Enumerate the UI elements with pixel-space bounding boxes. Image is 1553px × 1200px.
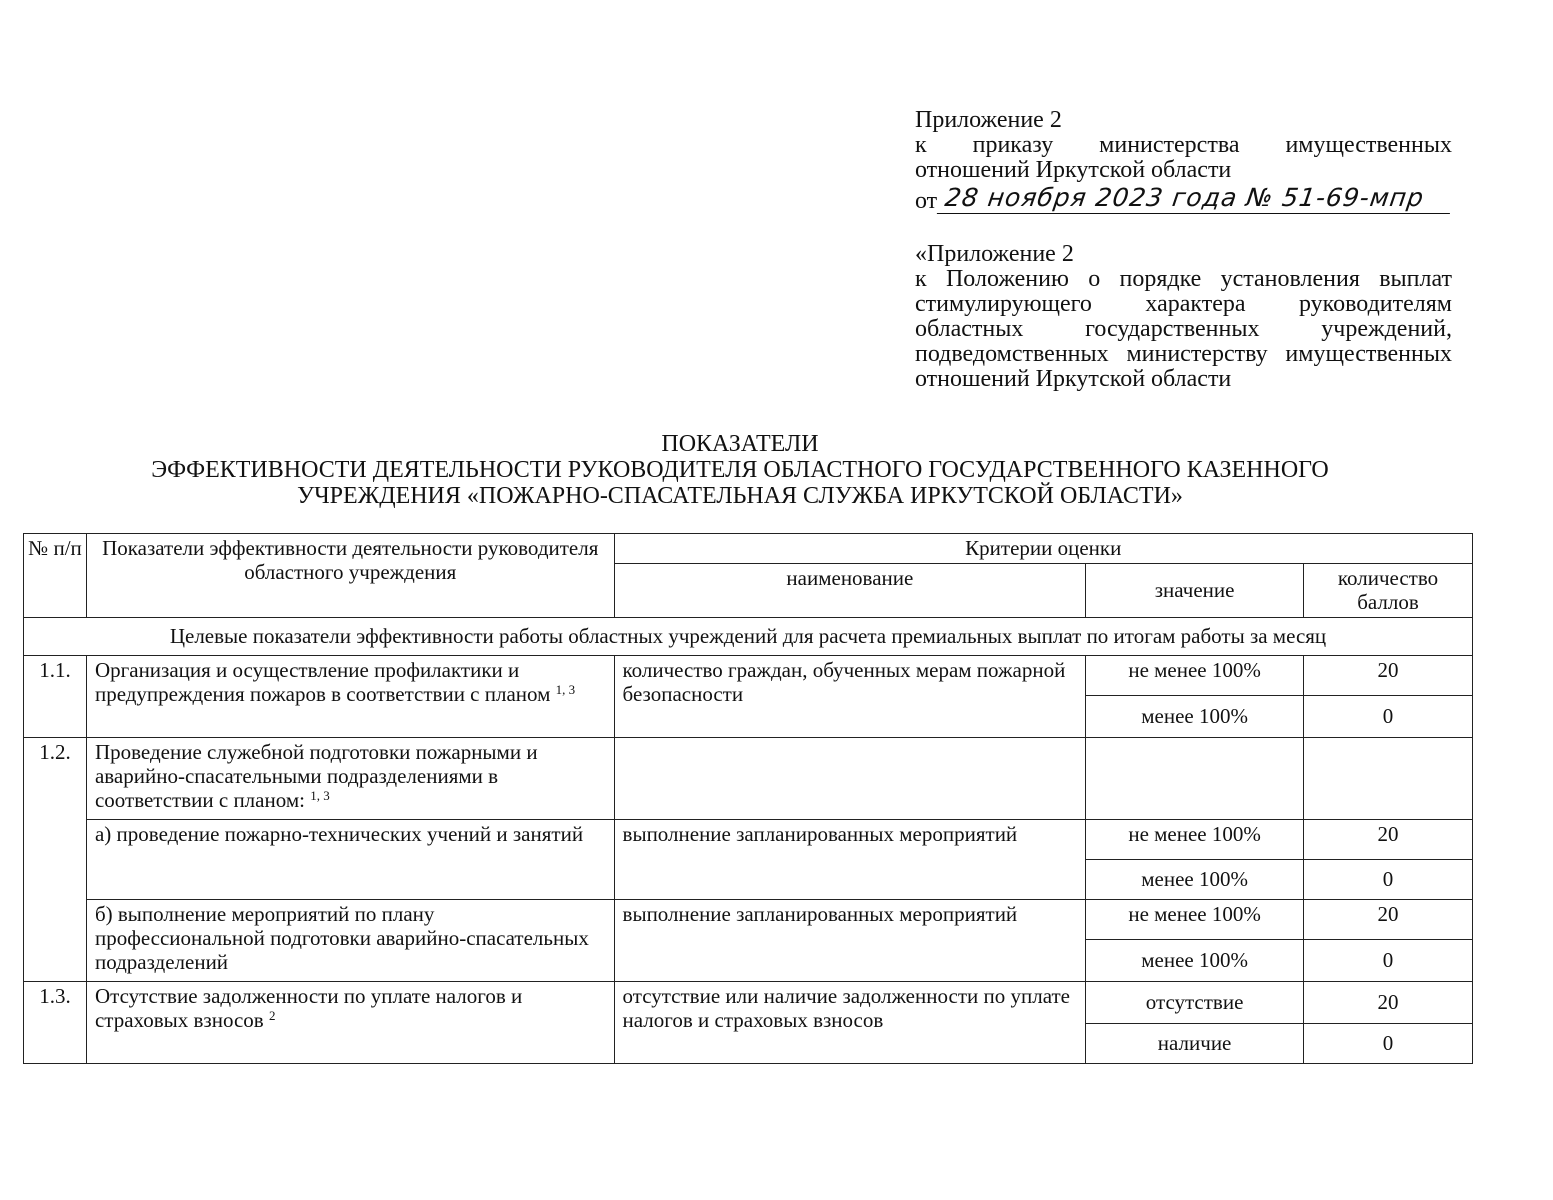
row-indicator: Организация и осуществление профилактики и предупреждения пожаров в соответствии с планом $^{1, 3}$ <box>86 656 614 738</box>
row-points-empty <box>1304 738 1473 820</box>
appendix-header <box>915 108 1452 392</box>
order-from-label: от <box>915 188 938 214</box>
position-text: к Положению о порядке установления выплат стимулирующего характера руководителям областных государственных учреждений, подведомственных министерству имущественных отношений Иркутской области <box>915 266 1452 392</box>
quote-appendix-title: «Приложение 2 <box>915 241 1074 267</box>
title-line-3: УЧРЕЖДЕНИЯ «ПОЖАРНО-СПАСАТЕЛЬНАЯ СЛУЖБА ИРКУТСКОЙ ОБЛАСТИ» <box>297 483 1183 509</box>
table-row <box>24 738 1473 820</box>
table-row <box>24 820 1473 860</box>
row-subindicator-b: б) выполнение мероприятий по плану профессиональной подготовки аварийно-спасательных подразделений <box>86 900 614 982</box>
table-row <box>24 656 1473 696</box>
row-points: 0 <box>1304 860 1473 900</box>
header-criteria: Критерии оценки <box>614 534 1472 564</box>
row-value: не менее 100% <box>1086 820 1304 860</box>
row-criterion-empty <box>614 738 1086 820</box>
title-line-1: ПОКАЗАТЕЛИ <box>661 431 819 457</box>
row-points: 20 <box>1304 656 1473 696</box>
row-num: 1.1. <box>24 656 87 738</box>
handwritten-order-date: 28 ноября 2023 года № 51-69-мпр <box>937 183 1454 214</box>
row-points: 0 <box>1304 696 1473 738</box>
table-row <box>24 982 1473 1024</box>
row-criterion: отсутствие или наличие задолженности по уплате налогов и страховых взносов <box>614 982 1086 1064</box>
header-indicator: Показатели эффективности деятельности руководителя областного учреждения <box>86 534 614 618</box>
row-subindicator-a: а) проведение пожарно-технических учений и занятий <box>86 820 614 900</box>
row-value: менее 100% <box>1086 860 1304 900</box>
row-points: 20 <box>1304 982 1473 1024</box>
indicators-table <box>23 533 1473 1064</box>
row-value: не менее 100% <box>1086 656 1304 696</box>
header-points: количество баллов <box>1304 564 1473 618</box>
row-value: менее 100% <box>1086 696 1304 738</box>
row-value: отсутствие <box>1086 982 1304 1024</box>
row-value: менее 100% <box>1086 940 1304 982</box>
section-title: Целевые показатели эффективности работы областных учреждений для расчета премиальных выплат по итогам работы за месяц <box>24 618 1473 656</box>
table-row <box>24 900 1473 940</box>
row-indicator: Отсутствие задолженности по уплате налогов и страховых взносов $^2$ <box>86 982 614 1064</box>
row-value-empty <box>1086 738 1304 820</box>
header-value: значение <box>1086 564 1304 618</box>
row-value: наличие <box>1086 1024 1304 1064</box>
row-points: 20 <box>1304 900 1473 940</box>
header-num: № п/п <box>24 534 87 618</box>
document-title <box>20 431 1460 509</box>
row-criterion: выполнение запланированных мероприятий <box>614 900 1086 982</box>
row-points: 0 <box>1304 1024 1473 1064</box>
order-line-2: отношений Иркутской области <box>915 157 1232 183</box>
order-line-1: к приказу министерства имущественных <box>915 132 1452 158</box>
row-criterion: количество граждан, обученных мерам пожарной безопасности <box>614 656 1086 738</box>
row-criterion: выполнение запланированных мероприятий <box>614 820 1086 900</box>
order-date-line <box>915 183 1452 214</box>
row-indicator: Проведение служебной подготовки пожарными и аварийно-спасательными подразделениями в соответствии с планом: $^{1, 3}$ <box>86 738 614 820</box>
row-num: 1.3. <box>24 982 87 1064</box>
title-line-2: ЭФФЕКТИВНОСТИ ДЕЯТЕЛЬНОСТИ РУКОВОДИТЕЛЯ ОБЛАСТНОГО ГОСУДАРСТВЕННОГО КАЗЕННОГО <box>151 457 1329 483</box>
row-points: 0 <box>1304 940 1473 982</box>
header-name: наименование <box>614 564 1086 618</box>
appendix-title: Приложение 2 <box>915 107 1062 133</box>
row-points: 20 <box>1304 820 1473 860</box>
row-num: 1.2. <box>24 738 87 982</box>
row-value: не менее 100% <box>1086 900 1304 940</box>
